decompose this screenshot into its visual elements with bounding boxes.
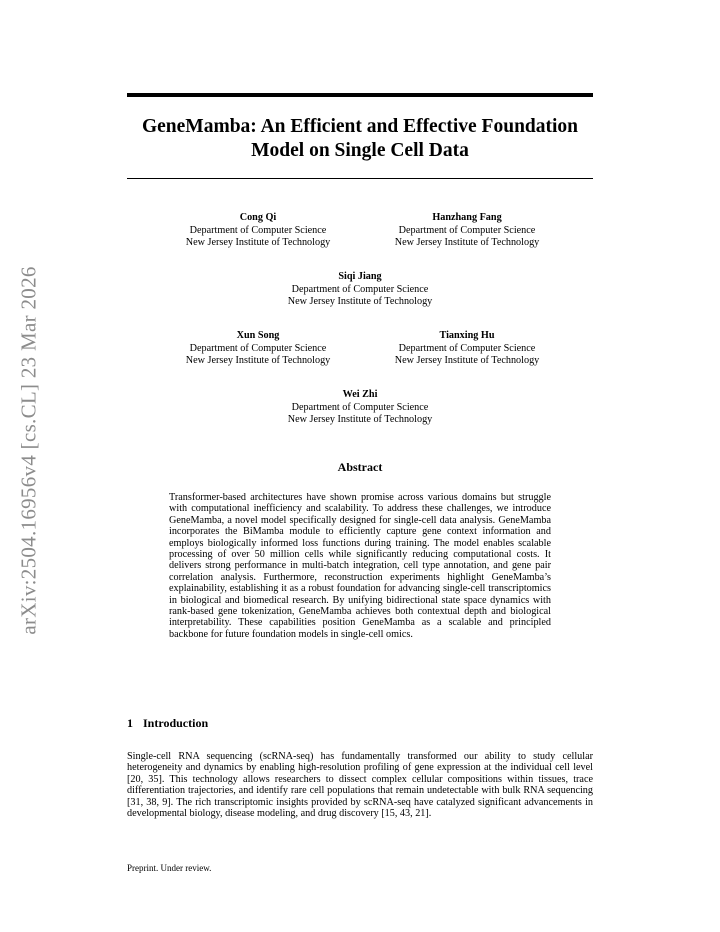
author-department: Department of Computer Science: [398, 224, 536, 236]
author-institution: New Jersey Institute of Technology: [185, 237, 331, 248]
author-block-cong-qi: [148, 212, 368, 250]
author-institution: New Jersey Institute of Technology: [287, 414, 433, 425]
author-name: Cong Qi: [239, 212, 277, 223]
author-name: Siqi Jiang: [338, 271, 382, 282]
author-name: Xun Song: [236, 330, 280, 341]
author-block-hanzhang-fang: [357, 212, 577, 250]
author-name: Wei Zhi: [342, 389, 378, 400]
author-block-wei-zhi: [250, 389, 470, 427]
paper-title: [127, 115, 593, 163]
author-institution: New Jersey Institute of Technology: [394, 237, 540, 248]
preprint-footnote: Preprint. Under review.: [127, 863, 212, 873]
author-department: Department of Computer Science: [291, 283, 429, 295]
abstract-heading: Abstract: [337, 460, 383, 474]
arxiv-identifier-text: arXiv:2504.16956v4 [cs.CL] 23 Mar 2026: [16, 265, 41, 635]
introduction-body: Single-cell RNA sequencing (scRNA-seq) has fundamentally transformed our ability to study cellular heterogeneity and dynamics by enabling high-resolution profiling of gene expression at the individual cell level [20, 35]. This technology allows researchers to dissect complex cellular compositions within tissues, trace differentiation trajectories, and identify rare cell populations that remain undetectable with bulk RNA sequencing [31, 38, 9]. The rich transcriptomic insights provided by scRNA-seq have catalyzed significant advancements in developmental biology, disease modeling, and drug discovery [15, 43, 21].: [127, 751, 593, 820]
author-block-siqi-jiang: [250, 271, 470, 309]
paper-title-line-2: Model on Single Cell Data: [251, 140, 469, 161]
abstract-body: Transformer-based architectures have shown promise across various domains but struggle with computational inefficiency and scalability. To address these challenges, we introduce GeneMamba, a novel model specifically designed for single-cell data analysis. GeneMamba incorporates the BiMamba module to efficiently capture gene context information and employs biologically informed loss functions during training. The model enables scalable processing of over 50 million cells while significantly reducing computational costs. It delivers strong performance in multi-batch integration, cell type annotation, and gene pair correlation analysis. Furthermore, reconstruction experiments highlight GeneMamba’s explainability, establishing it as a robust foundation for advancing single-cell transcriptomics in biological and biomedical research. By unifying bidirectional state space dynamics with rank-based gene tokenization, GeneMamba achieves both contextual depth and biological interpretability. These capabilities position GeneMamba as a scalable and principled backbone for future foundation models in single-cell omics.: [169, 492, 551, 640]
author-institution: New Jersey Institute of Technology: [394, 355, 540, 366]
author-department: Department of Computer Science: [398, 342, 536, 354]
author-name: Tianxing Hu: [439, 330, 495, 341]
author-block-tianxing-hu: [357, 330, 577, 368]
section-title: Introduction: [143, 716, 209, 730]
title-rule-bottom: [127, 178, 593, 179]
title-rule-top: [127, 93, 593, 97]
author-department: Department of Computer Science: [189, 342, 327, 354]
author-name: Hanzhang Fang: [432, 212, 502, 223]
author-institution: New Jersey Institute of Technology: [185, 355, 331, 366]
author-institution: New Jersey Institute of Technology: [287, 296, 433, 307]
author-block-xun-song: [148, 330, 368, 368]
section-number: 1: [127, 716, 133, 730]
section-heading-introduction: [127, 716, 208, 731]
author-department: Department of Computer Science: [189, 224, 327, 236]
arxiv-identifier-stamp: [15, 255, 43, 645]
paper-title-line-1: GeneMamba: An Efficient and Effective Foundation: [141, 116, 579, 137]
author-department: Department of Computer Science: [291, 401, 429, 413]
